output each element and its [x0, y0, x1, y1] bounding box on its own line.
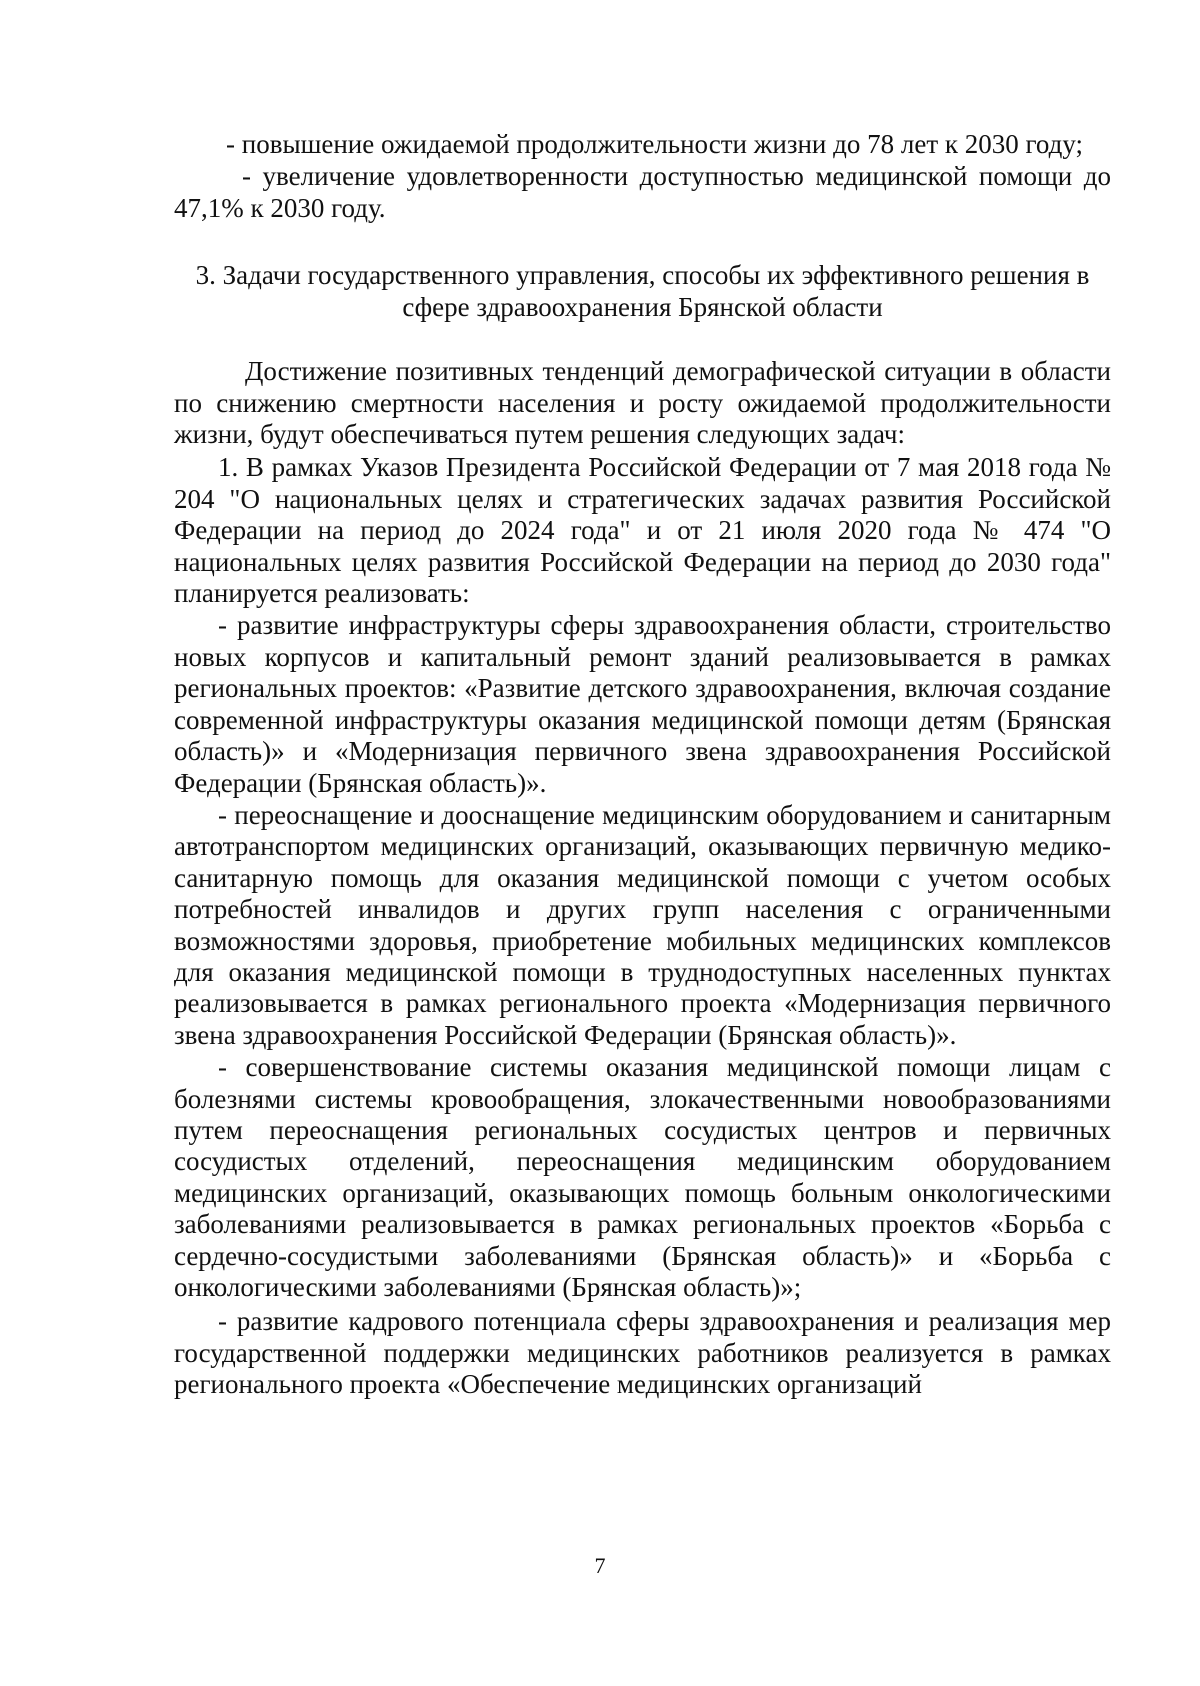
page-number: 7 [594, 1553, 606, 1578]
infrastructure-bullet: - развитие инфраструктуры сферы здравоохранения области, строительство новых корпусов и капитальный ремонт зданий реализовывается в рамках региональных проектов: «Развитие детского здравоохранения, включая создание современной инфраструктуры оказания медицинской помощи детям (Брянская область)» и «Модернизация первичного звена здравоохранения Российской Федерации (Брянская область)». [174, 610, 1111, 798]
section-heading [174, 259, 1111, 323]
section-heading-line-2: сфере здравоохранения Брянской области [402, 292, 883, 323]
satisfaction-item: - увеличение удовлетворенности доступностью медицинской помощи до 47,1% к 2030 году. [174, 161, 1111, 223]
life-expectancy-item: - повышение ожидаемой продолжительности жизни до 78 лет к 2030 году; [226, 129, 1083, 159]
document-body [174, 129, 1111, 1401]
section-heading-line-1: 3. Задачи государственного управления, способы их эффективного решения в [195, 260, 1090, 291]
decree-paragraph: 1. В рамках Указов Президента Российской Федерации от 7 мая 2018 года № 204 "О национальных целях и стратегических задачах развития Российской Федерации на период до 2024 года" и от 21 июля 2020 года № 474 "О национальных целях развития Российской Федерации на период до 2030 года" планируется реализовать: [174, 452, 1111, 609]
intro-paragraph: Достижение позитивных тенденций демографической ситуации в области по снижению смертности населения и росту ожидаемой продолжительности жизни, будут обеспечиваться путем решения следующих задач: [174, 356, 1111, 450]
equipment-bullet: - переоснащение и дооснащение медицинским оборудованием и санитарным автотранспортом медицинских организаций, оказывающих первичную медико-санитарную помощь для оказания медицинской помощи с учетом особых потребностей инвалидов и других групп населения с ограниченными возможностями здоровья, приобретение мобильных медицинских комплексов для оказания медицинской помощи в труднодоступных населенных пунктах реализовывается в рамках регионального проекта «Модернизация первичного звена здравоохранения Российской Федерации (Брянская область)». [174, 799, 1111, 1050]
care-system-bullet: - совершенствование системы оказания медицинской помощи лицам с болезнями системы кровообращения, злокачественными новообразованиями путем переоснащения региональных сосудистых центров и первичных сосудистых отделений, переоснащения медицинским оборудованием медицинских организаций, оказывающих помощь больным онкологическими заболеваниями реализовывается в рамках региональных проектов «Борьба с сердечно-сосудистыми заболеваниями (Брянская область)» и «Борьба с онкологическими заболеваниями (Брянская область)»; [174, 1052, 1111, 1302]
staffing-bullet: - развитие кадрового потенциала сферы здравоохранения и реализация мер государственной поддержки медицинских работников реализуется в рамках регионального проекта «Обеспечение медицинских организаций [174, 1306, 1111, 1400]
